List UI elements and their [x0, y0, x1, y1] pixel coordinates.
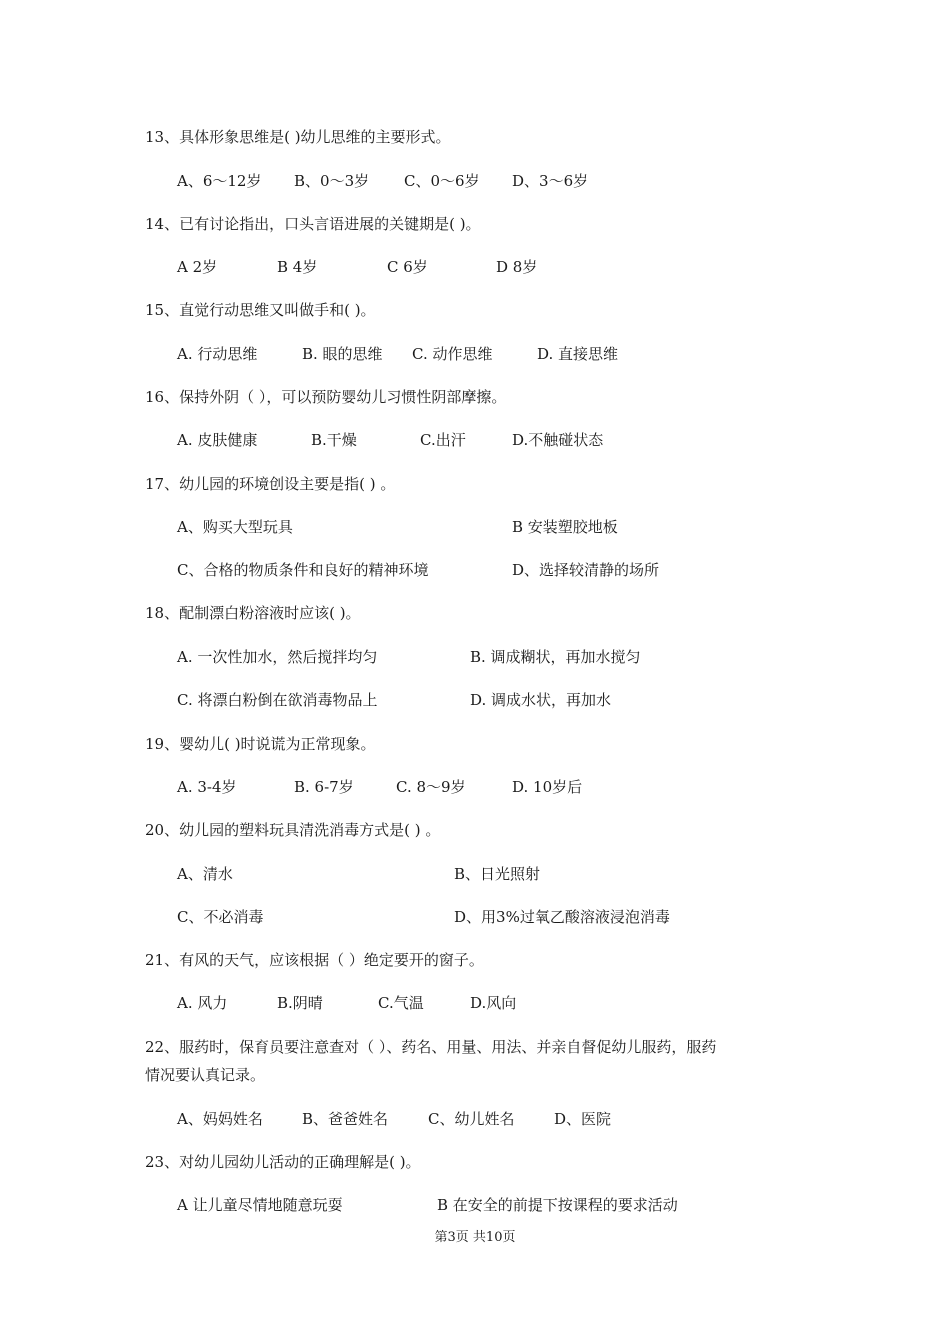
option-22-b: B、爸爸姓名: [302, 1110, 389, 1128]
option-20-d: D、用3%过氧乙酸溶液浸泡消毒: [454, 908, 670, 926]
option-13-c: C、0～6岁: [404, 172, 480, 190]
option-23-b: B 在安全的前提下按课程的要求活动: [437, 1196, 678, 1214]
question-18: 18、配制漂白粉溶液时应该( )。: [145, 604, 361, 622]
option-14-a: A 2岁: [177, 258, 218, 276]
option-13-b: B、0～3岁: [294, 172, 370, 190]
option-20-b: B、日光照射: [454, 865, 541, 883]
question-13: 13、具体形象思维是( )幼儿思维的主要形式。: [145, 128, 451, 146]
option-15-c: C. 动作思维: [412, 345, 493, 363]
option-22-d: D、医院: [554, 1110, 612, 1128]
option-21-d: D.风向: [470, 994, 517, 1012]
option-17-a: A、购买大型玩具: [177, 518, 293, 536]
option-17-c: C、合格的物质条件和良好的精神环境: [177, 561, 429, 579]
question-22-continued: 情况要认真记录。: [145, 1066, 266, 1084]
option-19-a: A. 3-4岁: [177, 778, 237, 796]
option-21-b: B.阴晴: [277, 994, 323, 1012]
option-18-c: C. 将漂白粉倒在欲消毒物品上: [177, 691, 378, 709]
question-20: 20、幼儿园的塑料玩具清洗消毒方式是( ) 。: [145, 821, 441, 839]
question-22: 22、服药时，保育员要注意查对（ ）、药名、用量、用法、并亲自督促幼儿服药，服药: [145, 1038, 717, 1056]
option-14-c: C 6岁: [387, 258, 428, 276]
page-footer: 第3页 共10页: [434, 1230, 516, 1245]
option-15-d: D. 直接思维: [537, 345, 619, 363]
option-18-b: B. 调成糊状，再加水搅匀: [470, 648, 641, 666]
question-19: 19、婴幼儿( )时说谎为正常现象。: [145, 735, 376, 753]
option-23-a: A 让儿童尽情地随意玩耍: [177, 1196, 343, 1214]
option-22-a: A、妈妈姓名: [177, 1110, 263, 1128]
option-21-a: A. 风力: [177, 994, 228, 1012]
option-16-b: B.干燥: [311, 431, 357, 449]
question-21: 21、有风的天气，应该根据（ ）绝定要开的窗子。: [145, 951, 484, 969]
option-17-d: D、选择较清静的场所: [512, 561, 660, 579]
option-19-c: C. 8～9岁: [396, 778, 466, 796]
option-15-a: A. 行动思维: [177, 345, 258, 363]
option-17-b: B 安装塑胶地板: [512, 518, 618, 536]
option-13-a: A、6～12岁: [177, 172, 262, 190]
question-14: 14、已有讨论指出，口头言语进展的关键期是( )。: [145, 215, 481, 233]
option-16-c: C.出汗: [420, 431, 466, 449]
option-20-c: C、不必消毒: [177, 908, 264, 926]
option-22-c: C、幼儿姓名: [428, 1110, 515, 1128]
option-13-d: D、3～6岁: [512, 172, 589, 190]
option-14-d: D 8岁: [496, 258, 538, 276]
option-19-d: D. 10岁后: [512, 778, 583, 796]
option-21-c: C.气温: [378, 994, 424, 1012]
option-18-d: D. 调成水状，再加水: [470, 691, 612, 709]
option-14-b: B 4岁: [277, 258, 318, 276]
question-17: 17、幼儿园的环境创设主要是指( ) 。: [145, 475, 396, 493]
question-23: 23、对幼儿园幼儿活动的正确理解是( )。: [145, 1153, 421, 1171]
option-18-a: A. 一次性加水，然后搅拌均匀: [177, 648, 378, 666]
option-20-a: A、清水: [177, 865, 233, 883]
option-16-a: A. 皮肤健康: [177, 431, 258, 449]
option-15-b: B. 眼的思维: [302, 345, 383, 363]
option-16-d: D.不触碰状态: [512, 431, 604, 449]
option-19-b: B. 6-7岁: [294, 778, 354, 796]
question-15: 15、直觉行动思维又叫做手和( )。: [145, 301, 376, 319]
question-16: 16、保持外阴（ ），可以预防婴幼儿习惯性阴部摩擦。: [145, 388, 507, 406]
